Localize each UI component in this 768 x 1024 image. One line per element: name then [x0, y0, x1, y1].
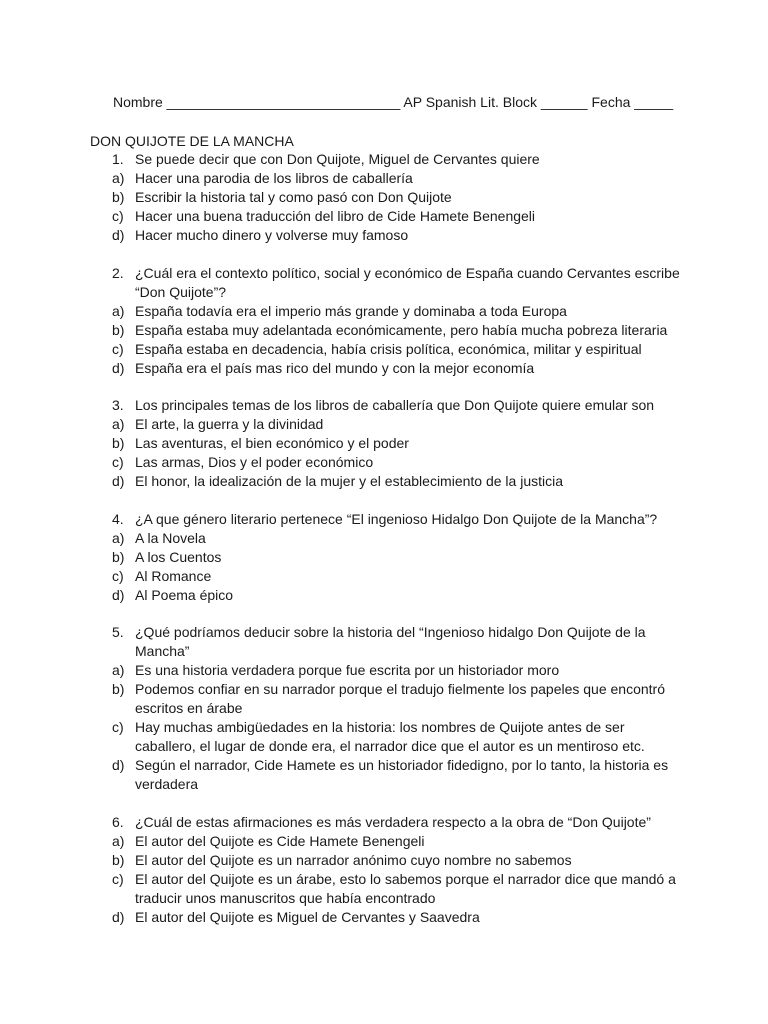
option-letter: d) [112, 227, 125, 243]
option-text: A la Novela [135, 529, 206, 546]
question-stem [0, 150, 768, 169]
question-stem [0, 813, 768, 832]
option-text: España estaba muy adelantada económicamente, pero había mucha pobreza literaria [135, 321, 668, 338]
option-text: El autor del Quijote es Miguel de Cervantes y Saavedra [135, 908, 480, 925]
option-text: Escribir la historia tal y como pasó con Don Quijote [135, 189, 452, 205]
student-header-line: Nombre ______________________________ AP Spanish Lit. Block ______ Fecha _____ [113, 94, 674, 110]
question-text: ¿Cuál de estas afirmaciones es más verdadera respecto a la obra de “Don Quijote” [135, 813, 651, 830]
question-6 [0, 813, 768, 927]
option-letter: d) [112, 586, 125, 603]
option-text: Es una historia verdadera porque fue escrita por un historiador moro [135, 662, 560, 678]
question-stem [0, 623, 768, 661]
answer-option [0, 472, 768, 491]
option-letter: b) [112, 189, 125, 205]
option-letter: d) [112, 908, 125, 925]
option-letter: a) [112, 662, 125, 678]
question-text: ¿A que género literario pertenece “El ingenioso Hidalgo Don Quijote de la Mancha”? [135, 510, 658, 527]
option-text: España era el país mas rico del mundo y con la mejor economía [135, 359, 535, 376]
question-text: Los principales temas de los libros de caballería que Don Quijote quiere emular son [135, 397, 655, 413]
question-4 [0, 510, 768, 605]
question-5 [0, 623, 768, 794]
question-text: ¿Cuál era el contexto político, social y económico de España cuando Cervantes escribe “Don Quijote”? [135, 264, 680, 300]
answer-option [0, 567, 768, 586]
question-number: 3. [112, 397, 124, 413]
option-text: Las armas, Dios y el poder económico [135, 454, 374, 470]
option-text: Al Poema épico [135, 586, 234, 603]
question-text: Se puede decir que con Don Quijote, Miguel de Cervantes quiere [135, 151, 540, 167]
answer-option [0, 756, 768, 794]
option-text: Podemos confiar en su narrador porque el tradujo fielmente los papeles que encontró escritos en árabe [135, 681, 665, 716]
answer-option [0, 226, 768, 245]
answer-option [0, 188, 768, 207]
option-letter: d) [112, 359, 125, 376]
option-letter: b) [112, 548, 125, 565]
answer-option [0, 302, 768, 321]
option-letter: a) [112, 302, 125, 319]
answer-option [0, 529, 768, 548]
option-letter: a) [112, 416, 125, 432]
option-letter: c) [112, 719, 124, 735]
answer-option [0, 169, 768, 188]
question-number: 5. [112, 624, 124, 640]
option-letter: c) [112, 567, 124, 584]
option-letter: b) [112, 851, 125, 868]
answer-option [0, 548, 768, 567]
question-number: 6. [112, 813, 124, 830]
option-letter: c) [112, 340, 124, 357]
answer-option [0, 661, 768, 680]
option-letter: c) [112, 208, 124, 224]
answer-option [0, 453, 768, 472]
option-text: Las aventuras, el bien económico y el poder [135, 435, 409, 451]
option-text: El honor, la idealización de la mujer y el establecimiento de la justicia [135, 473, 564, 489]
question-text: ¿Qué podríamos deducir sobre la historia del “Ingenioso hidalgo Don Quijote de la Mancha” [135, 624, 646, 659]
option-letter: b) [112, 435, 125, 451]
answer-option [0, 321, 768, 340]
answer-option [0, 586, 768, 605]
option-text: Hay muchas ambigüedades en la historia: los nombres de Quijote antes de ser caballero, el lugar de donde era, el narrador dice que el autor es un mentiroso etc. [135, 719, 645, 754]
answer-option [0, 851, 768, 870]
answer-option [0, 359, 768, 378]
answer-option [0, 718, 768, 756]
option-letter: b) [112, 321, 125, 338]
question-number: 2. [112, 264, 124, 281]
option-text: El autor del Quijote es un árabe, esto lo sabemos porque el narrador dice que mandó a traducir unos manuscritos que había encontrado [135, 870, 676, 906]
option-text: El arte, la guerra y la divinidad [135, 416, 324, 432]
option-text: El autor del Quijote es un narrador anónimo cuyo nombre no sabemos [135, 851, 572, 868]
question-stem [0, 510, 768, 529]
option-letter: d) [112, 757, 125, 773]
answer-option [0, 207, 768, 226]
question-number: 4. [112, 510, 124, 527]
answer-option [0, 870, 768, 908]
question-stem [0, 264, 768, 302]
option-letter: d) [112, 473, 125, 489]
option-letter: b) [112, 681, 125, 697]
option-text: Al Romance [135, 567, 212, 584]
option-text: España todavía era el imperio más grande y dominaba a toda Europa [135, 302, 567, 319]
option-text: A los Cuentos [135, 548, 222, 565]
question-list [0, 150, 768, 945]
document-title: DON QUIJOTE DE LA MANCHA [90, 133, 294, 149]
option-letter: a) [112, 170, 125, 186]
option-letter: a) [112, 832, 125, 849]
answer-option [0, 415, 768, 434]
question-3 [0, 396, 768, 491]
option-text: Según el narrador, Cide Hamete es un historiador fidedigno, por lo tanto, la historia es verdadera [135, 757, 669, 792]
option-letter: a) [112, 529, 125, 546]
option-text: Hacer mucho dinero y volverse muy famoso [135, 227, 409, 243]
answer-option [0, 680, 768, 718]
question-number: 1. [112, 151, 124, 167]
answer-option [0, 832, 768, 851]
question-stem [0, 396, 768, 415]
option-letter: c) [112, 454, 124, 470]
option-text: España estaba en decadencia, había crisis política, económica, militar y espiritual [135, 340, 642, 357]
option-text: Hacer una buena traducción del libro de Cide Hamete Benengeli [135, 208, 536, 224]
answer-option [0, 908, 768, 927]
answer-option [0, 434, 768, 453]
option-letter: c) [112, 870, 124, 887]
question-1 [0, 150, 768, 245]
option-text: El autor del Quijote es Cide Hamete Benengeli [135, 832, 425, 849]
question-2 [0, 264, 768, 378]
option-text: Hacer una parodia de los libros de caballería [135, 170, 413, 186]
answer-option [0, 340, 768, 359]
